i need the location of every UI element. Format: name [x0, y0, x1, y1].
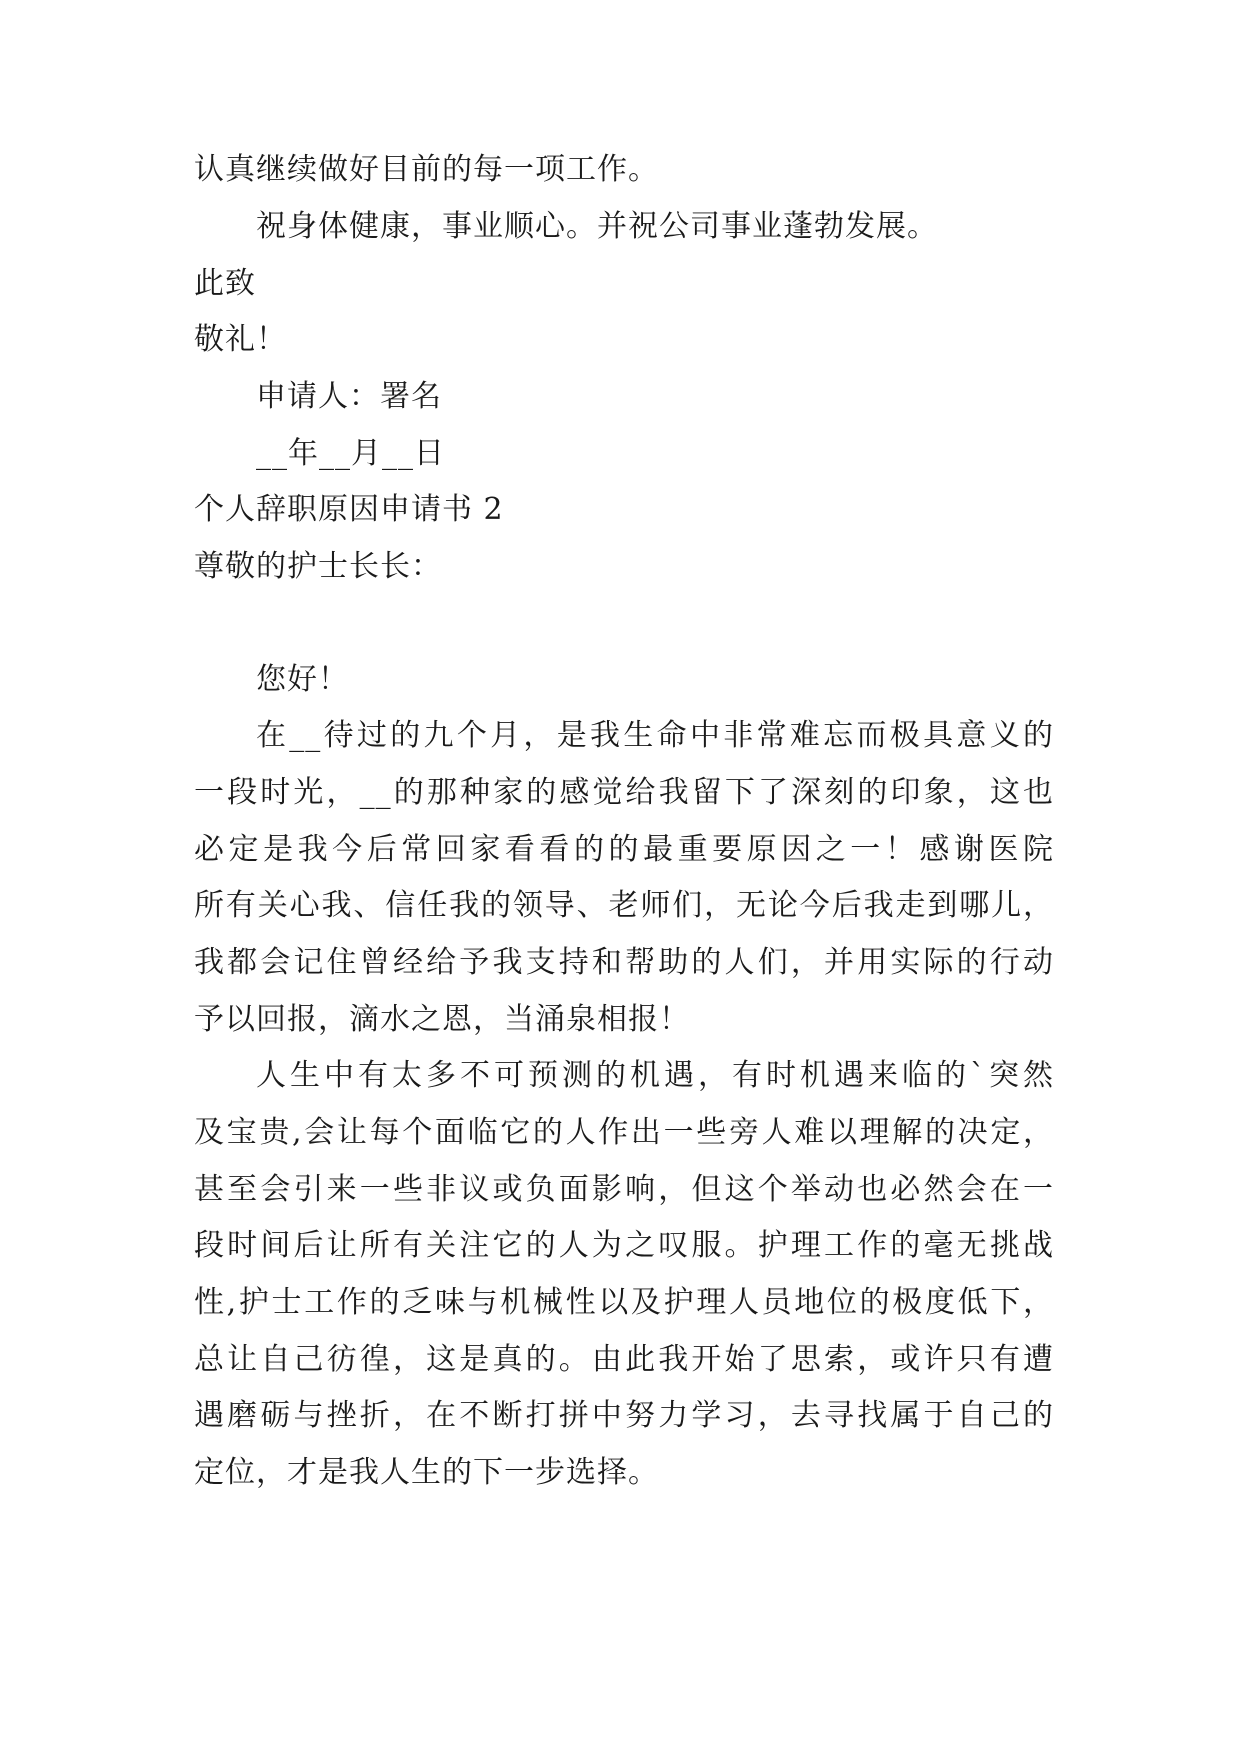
text-line: 认真继续做好目前的每一项工作。 [194, 152, 659, 187]
paragraph-line: 遇磨砺与挫折，在不断打拼中努力学习，去寻找属于自己的 [194, 1398, 1054, 1433]
text-line: 您好！ [256, 662, 349, 697]
date-line: __年__月__日 [256, 436, 445, 471]
paragraph-line: 甚至会引来一些非议或负面影响，但这个举动也必然会在一 [194, 1172, 1054, 1207]
paragraph-line: 及宝贵,会让每个面临它的人作出一些旁人难以理解的决定， [194, 1115, 1054, 1150]
closing-line: 此致 [194, 266, 256, 301]
paragraph-line: 定位，才是我人生的下一步选择。 [194, 1455, 659, 1490]
text-line: 祝身体健康，事业顺心。并祝公司事业蓬勃发展。 [256, 209, 938, 244]
paragraph-line: 段时间后让所有关注它的人为之叹服。护理工作的毫无挑战 [194, 1228, 1054, 1263]
salutation-closing: 敬礼！ [194, 322, 287, 357]
paragraph-line: 在__待过的九个月，是我生命中非常难忘而极具意义的 [256, 718, 1054, 753]
paragraph-line: 所有关心我、信任我的领导、老师们，无论今后我走到哪儿， [194, 888, 1054, 923]
paragraph-line: 总让自己彷徨，这是真的。由此我开始了思索，或许只有遭 [194, 1342, 1054, 1377]
paragraph-line: 必定是我今后常回家看看的的最重要原因之一！感谢医院 [194, 832, 1054, 867]
letter-greeting: 尊敬的护士长长： [194, 549, 442, 584]
paragraph-line: 一段时光，__的那种家的感觉给我留下了深刻的印象，这也 [194, 775, 1054, 810]
paragraph-line: 我都会记住曾经给予我支持和帮助的人们，并用实际的行动 [194, 945, 1054, 980]
paragraph-line: 性,护士工作的乏味与机械性以及护理人员地位的极度低下， [194, 1285, 1054, 1320]
section-title: 个人辞职原因申请书 2 [194, 492, 504, 527]
paragraph-line: 人生中有太多不可预测的机遇，有时机遇来临的`突然 [256, 1058, 1054, 1093]
applicant-signature: 申请人：署名 [256, 379, 442, 414]
paragraph-line: 予以回报，滴水之恩，当涌泉相报！ [194, 1002, 690, 1037]
